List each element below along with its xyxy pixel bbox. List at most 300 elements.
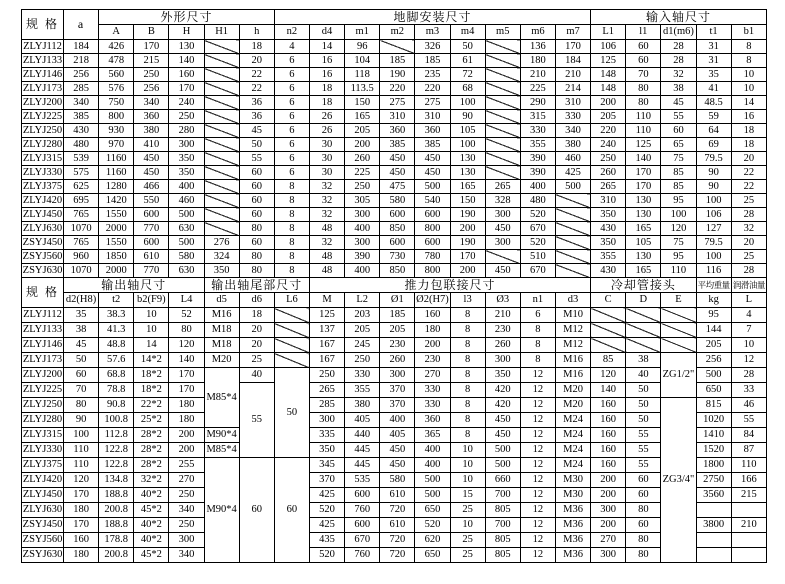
column-header: d2(H8) <box>64 293 99 308</box>
value-cell: 80 <box>239 222 274 236</box>
value-cell: 14 <box>731 96 766 110</box>
value-cell: 305 <box>345 194 380 208</box>
value-cell: 32 <box>309 180 344 194</box>
value-cell: 80 <box>169 323 204 338</box>
value-cell: 35 <box>696 68 731 82</box>
value-cell: 250 <box>134 68 169 82</box>
value-cell: 28*2 <box>134 458 169 473</box>
value-cell: 28 <box>661 54 696 68</box>
value-cell: 3800 <box>696 518 731 533</box>
value-cell: 350 <box>169 152 204 166</box>
value-cell: 170 <box>64 518 99 533</box>
column-header: m2 <box>380 25 415 40</box>
value-cell: 400 <box>380 413 415 428</box>
value-cell: 55 <box>239 152 274 166</box>
value-cell: 300 <box>169 138 204 152</box>
value-cell: 20 <box>239 54 274 68</box>
table-row <box>22 180 767 194</box>
value-cell: 16 <box>731 110 766 124</box>
value-cell: 22 <box>239 82 274 96</box>
value-cell: 1020 <box>696 413 731 428</box>
empty-diagonal-cell <box>591 338 626 353</box>
value-cell: 200.8 <box>99 503 134 518</box>
value-cell: 760 <box>345 548 380 563</box>
value-cell: 100 <box>696 250 731 264</box>
value-cell: 120 <box>64 473 99 488</box>
value-cell: 500 <box>485 443 520 458</box>
value-cell: 450 <box>485 428 520 443</box>
value-cell: 500 <box>485 458 520 473</box>
value-cell: 130 <box>450 166 485 180</box>
value-cell: 125 <box>626 138 661 152</box>
value-cell: 55 <box>731 413 766 428</box>
value-cell: 170 <box>134 40 169 54</box>
value-cell: 660 <box>485 473 520 488</box>
value-cell: 765 <box>64 208 99 222</box>
column-group-header: a <box>64 10 99 40</box>
value-cell: 12 <box>520 488 555 503</box>
value-cell: 695 <box>64 194 99 208</box>
value-cell: M24 <box>555 413 590 428</box>
value-cell: 18 <box>731 124 766 138</box>
value-cell: 1160 <box>99 152 134 166</box>
empty-diagonal-cell <box>204 96 239 110</box>
spec-cell: ZLYJ112 <box>23 40 62 52</box>
value-cell: 340 <box>64 96 99 110</box>
value-cell: 850 <box>380 222 415 236</box>
value-cell: 420 <box>485 383 520 398</box>
value-cell: 340 <box>555 124 590 138</box>
value-cell: 480 <box>520 194 555 208</box>
value-cell: 185 <box>415 54 450 68</box>
value-cell: 256 <box>134 82 169 96</box>
value-cell: 31 <box>696 54 731 68</box>
value-cell: 435 <box>309 533 344 548</box>
value-cell: 805 <box>485 503 520 518</box>
value-cell: 450 <box>415 152 450 166</box>
value-cell: 250 <box>169 518 204 533</box>
value-cell: 80 <box>626 548 661 563</box>
table-row <box>22 222 767 236</box>
value-cell: 12 <box>520 443 555 458</box>
value-cell: 440 <box>345 428 380 443</box>
value-cell: 218 <box>64 54 99 68</box>
table-row <box>22 68 767 82</box>
value-cell: 350 <box>591 208 626 222</box>
value-cell: 355 <box>345 383 380 398</box>
value-cell: 100 <box>64 428 99 443</box>
column-header: L1 <box>591 25 626 40</box>
column-header: M <box>309 293 344 308</box>
value-cell: 10 <box>450 458 485 473</box>
value-cell: 1520 <box>696 443 731 458</box>
value-cell: 80 <box>626 533 661 548</box>
value-cell: 200.8 <box>99 548 134 563</box>
value-cell: 6 <box>520 308 555 323</box>
empty-diagonal-cell <box>485 138 520 152</box>
value-cell: 426 <box>99 40 134 54</box>
value-cell: 26 <box>309 110 344 124</box>
value-cell: 10 <box>450 518 485 533</box>
value-cell: 150 <box>345 96 380 110</box>
spec-cell: ZLYJ420 <box>22 194 63 206</box>
value-cell: 6 <box>274 152 309 166</box>
value-cell: 100 <box>661 208 696 222</box>
value-cell: 10 <box>731 68 766 82</box>
value-cell: 600 <box>380 208 415 222</box>
value-cell: 25 <box>450 503 485 518</box>
value-cell: 6 <box>274 68 309 82</box>
value-cell: 630 <box>169 264 204 278</box>
empty-diagonal-cell <box>204 54 239 68</box>
value-cell: 700 <box>485 488 520 503</box>
value-cell: M36 <box>555 533 590 548</box>
value-cell: 12 <box>520 533 555 548</box>
value-cell: 6 <box>274 110 309 124</box>
value-cell: 120 <box>591 368 626 383</box>
value-cell: 130 <box>626 250 661 264</box>
value-cell: 136 <box>520 40 555 54</box>
value-cell: 1070 <box>64 264 99 278</box>
value-cell: 240 <box>169 96 204 110</box>
value-cell: 12 <box>520 548 555 563</box>
value-cell: 160 <box>591 413 626 428</box>
value-cell: 6 <box>274 82 309 96</box>
value-cell: 6 <box>274 138 309 152</box>
value-cell: 90 <box>696 180 731 194</box>
value-cell: 330 <box>345 368 380 383</box>
table-row <box>22 308 767 323</box>
value-cell: 110 <box>661 264 696 278</box>
value-cell: 200 <box>450 264 485 278</box>
value-cell: 324 <box>204 250 239 264</box>
value-cell: 185 <box>380 308 415 323</box>
value-cell: 2000 <box>99 264 134 278</box>
table-row <box>22 338 767 353</box>
value-cell: 104 <box>345 54 380 68</box>
value-cell: 340 <box>134 96 169 110</box>
value-cell: 84 <box>731 428 766 443</box>
value-cell: 520 <box>309 503 344 518</box>
value-cell: 265 <box>309 383 344 398</box>
value-cell: 20 <box>731 152 766 166</box>
spec-cell: ZSYJ560 <box>22 533 64 548</box>
value-cell: 178.8 <box>99 533 134 548</box>
value-cell: 450 <box>134 152 169 166</box>
column-header: D <box>626 293 661 308</box>
value-cell: 160 <box>169 68 204 82</box>
value-cell: 38 <box>64 323 99 338</box>
value-cell: 200 <box>591 473 626 488</box>
value-cell: 8 <box>450 353 485 368</box>
value-cell: 600 <box>415 208 450 222</box>
value-cell: 750 <box>99 96 134 110</box>
value-cell: 25 <box>450 548 485 563</box>
value-cell: 250 <box>345 180 380 194</box>
value-cell: 85 <box>661 180 696 194</box>
value-cell: 8 <box>450 323 485 338</box>
value-cell: 805 <box>485 533 520 548</box>
value-cell: 137 <box>309 323 344 338</box>
value-cell: 210 <box>731 518 766 533</box>
spec-cell: ZSYJ560 <box>22 250 63 262</box>
empty-diagonal-cell <box>485 96 520 110</box>
value-cell: 130 <box>626 194 661 208</box>
value-cell: 50 <box>64 353 99 368</box>
empty-diagonal-cell <box>204 208 239 222</box>
value-cell: M36 <box>555 548 590 563</box>
value-cell: 355 <box>591 250 626 264</box>
value-cell: 390 <box>520 152 555 166</box>
value-cell: 32 <box>309 236 344 250</box>
value-cell: 48 <box>309 264 344 278</box>
value-cell: 200 <box>591 96 626 110</box>
value-cell: 32*2 <box>134 473 169 488</box>
value-cell: 355 <box>520 138 555 152</box>
value-cell: M85*4 <box>204 443 239 458</box>
value-cell: 520 <box>520 236 555 250</box>
column-header: Ø2(H7) <box>415 293 450 308</box>
value-cell: 12 <box>520 518 555 533</box>
value-cell <box>731 503 766 518</box>
value-cell: M85*4 <box>204 368 239 428</box>
table-row <box>22 443 767 458</box>
value-cell: 28 <box>731 264 766 278</box>
table-row <box>22 428 767 443</box>
value-cell: 170 <box>64 488 99 503</box>
value-cell: 165 <box>626 222 661 236</box>
value-cell: 87 <box>731 443 766 458</box>
value-cell: 80 <box>239 264 274 278</box>
value-cell: 450 <box>380 166 415 180</box>
value-cell: 170 <box>450 250 485 264</box>
value-cell: 16 <box>309 68 344 82</box>
value-cell: 28 <box>731 368 766 383</box>
spec-cell: ZLYJ250 <box>22 124 63 136</box>
column-header: n2 <box>274 25 309 40</box>
value-cell: 500 <box>555 180 590 194</box>
value-cell: 160 <box>591 458 626 473</box>
value-cell: 480 <box>64 138 99 152</box>
value-cell: 400 <box>169 180 204 194</box>
value-cell: 10 <box>731 338 766 353</box>
value-cell: 450 <box>380 458 415 473</box>
value-cell: 148 <box>591 82 626 96</box>
value-cell: 235 <box>415 68 450 82</box>
value-cell: 385 <box>64 110 99 124</box>
value-cell: 60 <box>274 458 309 563</box>
value-cell: 180 <box>169 413 204 428</box>
value-cell: 125 <box>591 54 626 68</box>
value-cell: 500 <box>169 236 204 250</box>
value-cell: 310 <box>415 110 450 124</box>
empty-diagonal-cell <box>204 166 239 180</box>
value-cell: 170 <box>169 368 204 383</box>
value-cell: 610 <box>380 488 415 503</box>
value-cell: 80 <box>626 96 661 110</box>
spec-cell: ZLYJ250 <box>22 398 64 413</box>
value-cell: 90 <box>696 166 731 180</box>
value-cell: 385 <box>380 138 415 152</box>
value-cell: 184 <box>555 54 590 68</box>
spec-cell: ZLYJ225 <box>22 110 63 122</box>
value-cell: 60 <box>626 473 661 488</box>
value-cell: 8 <box>274 208 309 222</box>
value-cell: 35 <box>64 308 99 323</box>
value-cell: 12 <box>520 473 555 488</box>
value-cell: 80 <box>64 398 99 413</box>
value-cell: 55 <box>661 110 696 124</box>
value-cell: 520 <box>309 548 344 563</box>
value-cell: 100 <box>450 138 485 152</box>
value-cell: 57.6 <box>99 353 134 368</box>
value-cell: 340 <box>169 548 204 563</box>
column-header: H <box>169 25 204 40</box>
value-cell: 400 <box>415 458 450 473</box>
value-cell: 425 <box>309 488 344 503</box>
empty-diagonal-cell <box>555 264 590 278</box>
column-header: Ø3 <box>485 293 520 308</box>
value-cell: 200 <box>591 488 626 503</box>
empty-diagonal-cell <box>661 338 696 353</box>
value-cell: 2750 <box>696 473 731 488</box>
value-cell: 110 <box>626 110 661 124</box>
value-cell: 68.8 <box>99 368 134 383</box>
value-cell: 650 <box>696 383 731 398</box>
value-cell: 18 <box>731 138 766 152</box>
value-cell: 625 <box>64 180 99 194</box>
value-cell: 60 <box>661 124 696 138</box>
empty-diagonal-cell <box>485 152 520 166</box>
spec-cell: ZLYJ225 <box>22 383 64 398</box>
value-cell: 100.8 <box>99 413 134 428</box>
value-cell: 250 <box>309 368 344 383</box>
empty-diagonal-cell <box>555 208 590 222</box>
value-cell: 225 <box>520 82 555 96</box>
value-cell: 40 <box>239 368 274 383</box>
value-cell: 18 <box>309 96 344 110</box>
value-cell: 600 <box>380 236 415 250</box>
value-cell: 720 <box>380 533 415 548</box>
value-cell: 18 <box>309 82 344 96</box>
value-cell: 40 <box>626 368 661 383</box>
value-cell: 800 <box>415 222 450 236</box>
value-cell: 100 <box>450 96 485 110</box>
spec-cell: ZLYJ375 <box>22 180 63 192</box>
value-cell: 180 <box>169 398 204 413</box>
column-header: A <box>99 25 134 40</box>
value-cell: 22 <box>731 166 766 180</box>
value-cell: 125 <box>309 308 344 323</box>
value-cell: 285 <box>309 398 344 413</box>
value-cell: 60 <box>64 368 99 383</box>
value-cell: 265 <box>485 180 520 194</box>
value-cell: 930 <box>99 124 134 138</box>
value-cell: M10 <box>555 308 590 323</box>
column-header: L2 <box>345 293 380 308</box>
value-cell: 10 <box>134 323 169 338</box>
column-header: h <box>239 25 274 40</box>
column-header: d3 <box>555 293 590 308</box>
value-cell: 79.5 <box>696 152 731 166</box>
value-cell: 96 <box>345 40 380 54</box>
value-cell: 330 <box>415 383 450 398</box>
value-cell: 32 <box>309 194 344 208</box>
value-cell: 188.8 <box>99 518 134 533</box>
value-cell: 265 <box>591 180 626 194</box>
value-cell: 200 <box>345 138 380 152</box>
value-cell: 30 <box>309 138 344 152</box>
value-cell: 8 <box>731 54 766 68</box>
value-cell: 140 <box>626 152 661 166</box>
value-cell: 30 <box>309 166 344 180</box>
spec-cell: ZLYJ280 <box>22 138 63 150</box>
value-cell: 328 <box>485 194 520 208</box>
value-cell: 335 <box>309 428 344 443</box>
empty-diagonal-cell <box>204 40 239 54</box>
column-header: B <box>134 25 169 40</box>
column-header: l1 <box>626 25 661 40</box>
value-cell: M20 <box>555 383 590 398</box>
value-cell: 64 <box>696 124 731 138</box>
value-cell: 290 <box>520 96 555 110</box>
value-cell: 110 <box>64 443 99 458</box>
value-cell: 90 <box>64 413 99 428</box>
value-cell: 8 <box>450 368 485 383</box>
value-cell: 65 <box>661 138 696 152</box>
column-group-header: 润滑油量 <box>731 278 766 293</box>
value-cell: 370 <box>309 473 344 488</box>
value-cell: 300 <box>591 548 626 563</box>
empty-diagonal-cell <box>485 124 520 138</box>
value-cell: 400 <box>345 222 380 236</box>
value-cell: 41.3 <box>99 323 134 338</box>
value-cell: 78.8 <box>99 383 134 398</box>
value-cell: 140 <box>169 353 204 368</box>
value-cell: 60 <box>239 236 274 250</box>
empty-diagonal-cell <box>485 82 520 96</box>
value-cell: 2000 <box>99 222 134 236</box>
value-cell: 106 <box>696 208 731 222</box>
value-cell: 380 <box>555 138 590 152</box>
value-cell: 205 <box>696 338 731 353</box>
value-cell: 276 <box>204 236 239 250</box>
value-cell: 240 <box>591 138 626 152</box>
value-cell: 60 <box>626 518 661 533</box>
value-cell: 10 <box>731 82 766 96</box>
value-cell: M16 <box>555 368 590 383</box>
value-cell: 14 <box>134 338 169 353</box>
column-header: b1 <box>731 25 766 40</box>
empty-diagonal-cell <box>626 338 661 353</box>
value-cell: 61 <box>450 54 485 68</box>
value-cell: M16 <box>204 308 239 323</box>
value-cell: 85 <box>661 166 696 180</box>
value-cell: 180 <box>415 323 450 338</box>
value-cell: 20 <box>239 338 274 353</box>
value-cell: M36 <box>555 518 590 533</box>
value-cell: 650 <box>415 548 450 563</box>
value-cell: 80 <box>626 82 661 96</box>
value-cell: 28 <box>661 40 696 54</box>
value-cell: 95 <box>661 194 696 208</box>
value-cell: 360 <box>415 413 450 428</box>
value-cell: 8 <box>450 308 485 323</box>
value-cell: 110 <box>731 458 766 473</box>
value-cell: 275 <box>415 96 450 110</box>
value-cell: 539 <box>64 152 99 166</box>
value-cell: 540 <box>415 194 450 208</box>
